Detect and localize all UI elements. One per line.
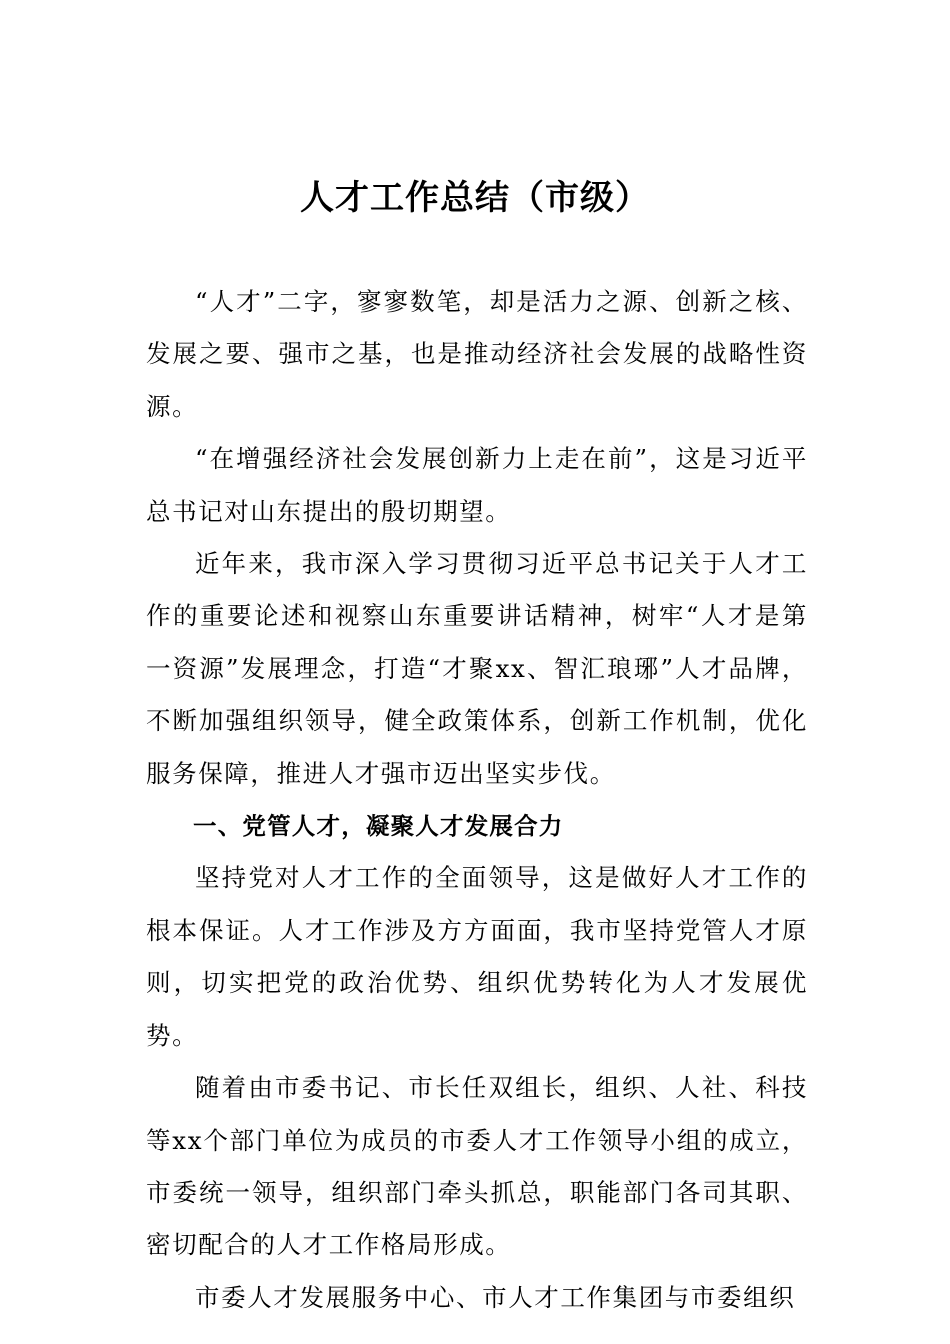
- paragraph: 近年来，我市深入学习贯彻习近平总书记关于人才工作的重要论述和视察山东重要讲话精神，树牢“人才是第一资源”发展理念，打造“才聚xx、智汇琅琊”人才品牌，不断加强组织领导，健全政策体系，创新工作机制，优化服务保障，推进人才强市迈出坚实步伐。: [146, 549, 808, 788]
- paragraph: 坚持党对人才工作的全面领导，这是做好人才工作的根本保证。人才工作涉及方方面面，我市坚持党管人才原则，切实把党的政治优势、组织优势转化为人才发展优势。: [146, 863, 808, 1050]
- paragraph: “人才”二字，寥寥数笔，却是活力之源、创新之核、发展之要、强市之基，也是推动经济社会发展的战略性资源。: [146, 287, 808, 421]
- paragraph: “在增强经济社会发展创新力上走在前”，这是习近平总书记对山东提出的殷切期望。: [146, 444, 808, 526]
- document-title: 人才工作总结（市级）: [300, 178, 650, 218]
- section-heading: 一、党管人才，凝聚人才发展合力: [193, 812, 564, 841]
- paragraph: 随着由市委书记、市长任双组长，组织、人社、科技等xx个部门单位为成员的市委人才工作领导小组的成立，市委统一领导，组织部门牵头抓总，职能部门各司其职、密切配合的人才工作格局形成。: [146, 1073, 808, 1260]
- paragraph: 市委人才发展服务中心、市人才工作集团与市委组织: [195, 1282, 796, 1312]
- document-body: [146, 276, 808, 1324]
